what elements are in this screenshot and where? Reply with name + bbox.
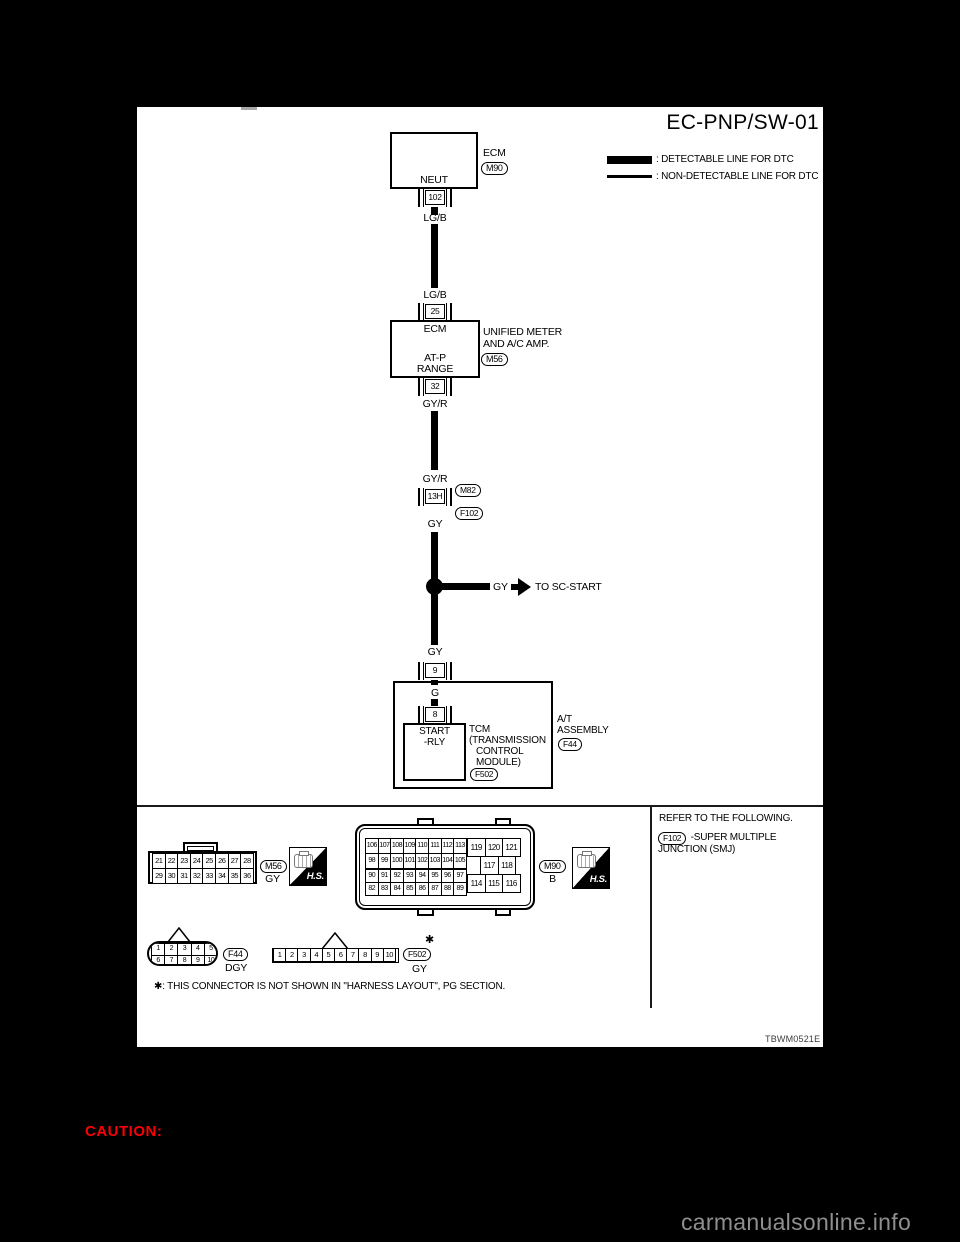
connector-pin-cell: 32 (190, 868, 204, 884)
connector-pin-cell: 31 (177, 868, 191, 884)
footnote (154, 981, 505, 992)
wiring-diagram-figure (137, 107, 823, 1047)
connector-pin-cell: 82 (365, 882, 379, 896)
m90-connector-badge: M90 (539, 860, 566, 873)
connector-pin-cell: 3 (297, 948, 310, 962)
pin-25: 25 (418, 303, 452, 321)
connector-pin-cell: 28 (240, 853, 254, 869)
m56-connector-face (148, 851, 257, 884)
wire-color-label: GY (427, 646, 443, 658)
column-divider (650, 805, 652, 1008)
relay-label-2: -RLY (423, 737, 446, 748)
relay-label-1: START (419, 726, 450, 737)
connector-pin-cell: 9 (191, 955, 205, 967)
wire-segment (431, 699, 438, 706)
connector-pin-row (366, 854, 467, 869)
connector-pin-cell: 99 (378, 853, 392, 869)
at-connector-badge: F44 (558, 738, 582, 751)
connector-pin-cell: 26 (215, 853, 229, 869)
connector-pin-cell: 22 (165, 853, 179, 869)
connector-pin-cell: 107 (378, 838, 392, 854)
connector-pin-cell: 5 (322, 948, 335, 962)
connector-pin-cell: 96 (441, 869, 455, 883)
connector-pin-cell: 90 (365, 869, 379, 883)
connector-pin-cell: 10 (204, 955, 218, 967)
connector-pin-cell: 101 (403, 853, 417, 869)
connector-pin-cell: 83 (378, 882, 392, 896)
connector-pin-cell: 94 (415, 869, 429, 883)
connector-pin-cell: 97 (453, 869, 467, 883)
connector-pin-cell: 8 (177, 955, 191, 967)
wire-color-label: GY (427, 518, 443, 530)
connector-pin-cell: 36 (240, 868, 254, 884)
branch-target-label: TO SC-START (535, 581, 602, 593)
connector-pin-row (481, 857, 521, 875)
connector-pin-cell: 4 (310, 948, 323, 962)
refer-smj-label: -SUPER MULTIPLE (690, 832, 777, 843)
ecm-terminal-label: NEUT (420, 174, 448, 186)
connector-pin-cell: 2 (285, 948, 298, 962)
meter-terminal-bottom-2: RANGE (416, 363, 454, 375)
f502-connector-color: GY (412, 963, 427, 975)
connector-pin-cell: 2 (164, 943, 178, 956)
section-separator (137, 805, 823, 807)
pin-13h: 13H (418, 488, 452, 506)
connector-pin-cell: 89 (453, 882, 467, 896)
m90-connector-face (355, 824, 535, 910)
connector-pin-cell: 105 (453, 853, 467, 869)
smj-connector-top-badge: M82 (455, 484, 481, 497)
caution-heading: CAUTION: (85, 1123, 163, 1140)
at-assembly-name-2: ASSEMBLY (557, 725, 609, 736)
connector-pin-cell: 1 (273, 948, 286, 962)
connector-pin-cell: 5 (204, 943, 218, 956)
branch-wire (435, 583, 490, 590)
meter-name-line1: UNIFIED METER (483, 326, 563, 338)
connector-pin-cell: 93 (403, 869, 417, 883)
wire-color-label: LG/B (423, 212, 447, 224)
connector-pin-cell: 121 (502, 838, 521, 857)
f44-connector-badge: F44 (223, 948, 248, 961)
hs-label: H.S. (589, 874, 607, 885)
connector-pin-cell: 119 (467, 838, 486, 857)
connector-pin-cell: 110 (415, 838, 429, 854)
meter-terminal-bottom-1: AT-P (424, 352, 446, 364)
connector-pin-cell: 112 (441, 838, 455, 854)
smj-connector-bottom-badge: F102 (455, 507, 483, 520)
connector-pin-cell: 115 (485, 874, 504, 893)
connector-pin-cell: 104 (441, 853, 455, 869)
hs-mark (572, 847, 610, 889)
meter-name-line2: AND A/C AMP. (483, 338, 550, 350)
hs-label: H.S. (306, 871, 324, 882)
f502-connector-face (272, 948, 399, 963)
pin-32: 32 (418, 378, 452, 396)
connector-pin-cell: 10 (383, 948, 396, 962)
ecm-connector-badge: M90 (481, 162, 508, 175)
scan-artifact (241, 107, 257, 110)
connector-pin-cell: 6 (334, 948, 347, 962)
connector-pin-cell: 1 (151, 943, 165, 956)
connector-pin-row (468, 839, 521, 857)
wire-segment (431, 680, 438, 685)
connector-pin-cell: 114 (467, 874, 486, 893)
tcm-name-line2: (TRANSMISSION (469, 735, 546, 746)
inner-wire-color-label: G (431, 687, 439, 699)
connector-pin-cell: 4 (191, 943, 205, 956)
f44-connector-face (147, 941, 218, 966)
meter-terminal-top: ECM (423, 323, 447, 335)
tcm-name-line1: TCM (469, 724, 491, 735)
connector-pin-cell: 35 (228, 868, 242, 884)
tcm-name-line3: CONTROL (476, 746, 524, 757)
pin-8: 8 (418, 706, 452, 724)
connector-pin-cell: 34 (215, 868, 229, 884)
pin-102: 102 (418, 189, 452, 207)
legend-detectable-swatch (607, 156, 652, 164)
wire-color-label: LG/B (423, 289, 447, 301)
connector-pin-row (153, 869, 254, 884)
meter-connector-badge: M56 (481, 353, 508, 366)
connector-pin-cell: 27 (228, 853, 242, 869)
connector-pin-cell: 108 (390, 838, 404, 854)
wire-color-label: GY/R (422, 473, 448, 485)
connector-pin-cell: 7 (164, 955, 178, 967)
legend-nondetectable-label: : NON-DETECTABLE LINE FOR DTC (656, 171, 819, 182)
connector-pin-cell: 9 (371, 948, 384, 962)
connector-pin-cell: 106 (365, 838, 379, 854)
start-relay-box (403, 723, 466, 781)
connector-pin-cell: 95 (428, 869, 442, 883)
connector-pin-row (366, 839, 467, 854)
connector-pin-cell: 111 (428, 838, 442, 854)
f44-connector-color: DGY (225, 962, 248, 974)
connector-pin-cell: 30 (165, 868, 179, 884)
connector-pin-row (366, 883, 467, 896)
connector-pin-cell: 103 (428, 853, 442, 869)
connector-pin-cell: 85 (403, 882, 417, 896)
figure-code: TBWM0521E (765, 1034, 821, 1044)
m56-connector-color: GY (265, 873, 280, 885)
unified-meter-box (390, 320, 480, 378)
branch-arrow-icon (518, 578, 531, 596)
connector-pin-cell: 88 (441, 882, 455, 896)
ecm-box (390, 132, 478, 189)
watermark: carmanualsonline.info (681, 1209, 912, 1235)
connector-pin-cell: 84 (390, 882, 404, 896)
ecm-name-label: ECM (483, 147, 506, 159)
connector-pin-cell: 25 (202, 853, 216, 869)
connector-pin-cell: 92 (390, 869, 404, 883)
page-title: EC-PNP/SW-01 (666, 111, 819, 134)
footnote-text: : THIS CONNECTOR IS NOT SHOWN IN "HARNESS LAYOUT", PG SECTION. (162, 981, 506, 992)
connector-pin-cell: 33 (202, 868, 216, 884)
legend-nondetectable-swatch (607, 175, 652, 178)
connector-pin-cell: 21 (152, 853, 166, 869)
connector-pin-cell: 120 (485, 838, 504, 857)
connector-pin-cell: 102 (415, 853, 429, 869)
connector-glyph-icon (294, 854, 313, 868)
m56-connector-badge: M56 (260, 860, 287, 873)
connector-pin-cell: 7 (346, 948, 359, 962)
connector-pin-cell: 3 (177, 943, 191, 956)
hs-mark (289, 847, 327, 886)
branch-arrow-icon (511, 584, 518, 590)
m90-connector-color: B (549, 873, 556, 885)
connector-pin-row (152, 956, 218, 967)
connector-pin-cell: 8 (358, 948, 371, 962)
connector-pin-cell: 6 (151, 955, 165, 967)
connector-glyph-icon (577, 854, 596, 868)
pin-9: 9 (418, 662, 452, 680)
wire-segment (431, 411, 438, 470)
wire-color-label: GY/R (422, 398, 448, 410)
wire-segment (431, 224, 438, 288)
refer-line3: JUNCTION (SMJ) (658, 844, 736, 855)
connector-pin-cell: 109 (403, 838, 417, 854)
connector-pin-cell: 23 (177, 853, 191, 869)
branch-wire-color: GY (493, 581, 508, 593)
connector-pin-cell: 98 (365, 853, 379, 869)
connector-pin-cell: 91 (378, 869, 392, 883)
refer-line1: REFER TO THE FOLLOWING. (659, 813, 793, 824)
connector-pin-cell: 116 (502, 874, 521, 893)
f502-star-mark: ✱ (425, 933, 435, 946)
f102-connector-badge: F102 (658, 832, 686, 845)
connector-pin-row (153, 854, 254, 869)
tcm-connector-badge: F502 (470, 768, 498, 781)
connector-pin-cell: 29 (152, 868, 166, 884)
connector-pin-cell: 118 (498, 856, 517, 875)
connector-pin-cell: 24 (190, 853, 204, 869)
connector-pin-row (274, 949, 396, 962)
connector-pin-cell: 86 (415, 882, 429, 896)
connector-pin-row (468, 875, 521, 893)
connector-pin-cell: 113 (453, 838, 467, 854)
at-assembly-name-1: A/T (557, 714, 572, 725)
connector-pin-cell: 100 (390, 853, 404, 869)
connector-pin-cell: 87 (428, 882, 442, 896)
footnote-star-mark: ✱ (154, 981, 163, 992)
tcm-name-line4: MODULE) (476, 757, 521, 768)
f502-connector-badge: F502 (403, 948, 431, 961)
legend-detectable-label: : DETECTABLE LINE FOR DTC (656, 154, 794, 165)
connector-pin-cell: 117 (480, 856, 499, 875)
